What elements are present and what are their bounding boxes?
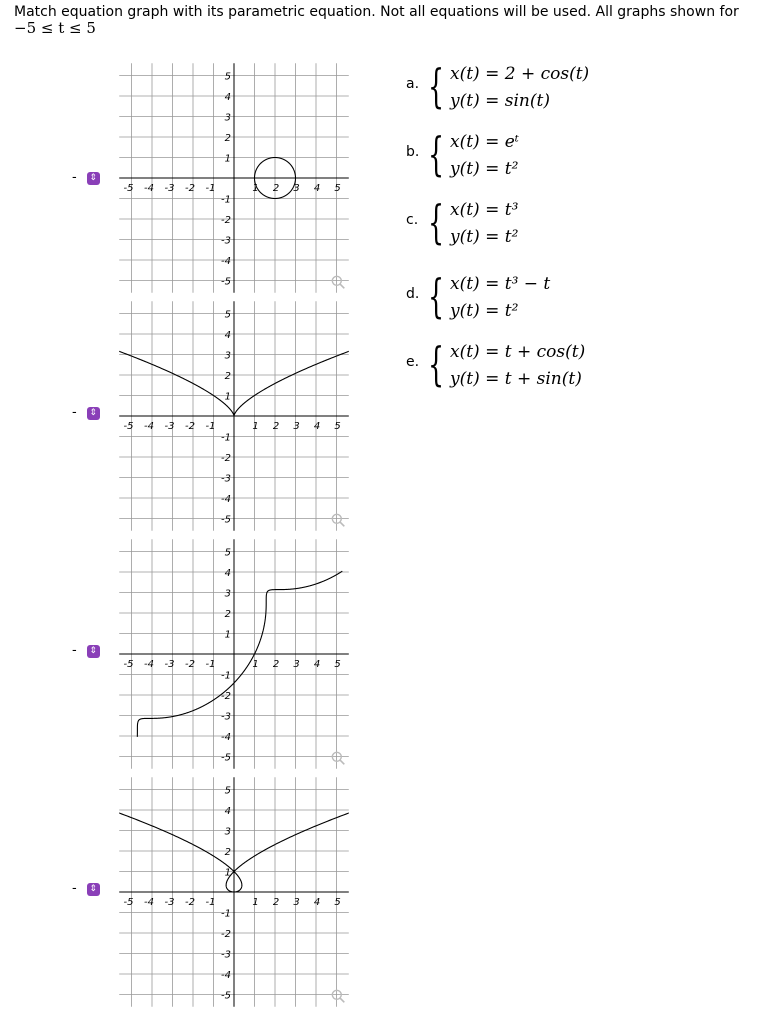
x-tick-label: -2 [185,897,195,908]
graph-svg-2 [118,300,350,532]
y-tick-label: -5 [221,752,231,764]
y-tick-label: -5 [221,990,231,1002]
y-tick-label: 2 [224,609,231,620]
brace-icon: { [428,269,445,323]
graph-svg-1 [118,62,350,294]
x-tick-label: 5 [334,421,341,432]
y-tick-label: 5 [224,309,231,321]
y-tick-label: 2 [224,133,231,144]
y-tick-label: -4 [221,970,231,981]
x-tick-label: 2 [272,659,280,670]
x-tick-label: 3 [293,183,300,194]
y-tick-label: 2 [224,371,231,382]
y-tick-label: 1 [224,867,231,879]
option-y-equation: y(t) = t² [450,227,519,247]
y-tick-label: -2 [221,215,231,226]
stepper-icon[interactable]: ⇕ [87,172,100,185]
y-tick-label: -2 [221,453,231,464]
x-tick-label: 4 [313,897,321,908]
x-tick-label: 4 [313,421,321,432]
y-tick-label: 4 [224,330,231,341]
y-tick-label: 5 [224,547,231,559]
option-letter: e. [406,354,420,370]
option-letter: c. [406,212,419,228]
magnifier-icon[interactable] [332,990,344,1002]
x-tick-label: -2 [185,659,195,670]
brace-icon: { [428,59,445,113]
option-b [400,127,760,181]
y-tick-label: 1 [224,391,231,403]
option-x-equation: x(t) = eᵗ [450,132,519,152]
y-tick-label: 1 [224,629,231,641]
y-tick-label: 3 [224,588,231,600]
y-tick-label: -4 [221,256,231,267]
y-tick-label: 4 [224,568,231,579]
option-y-equation: y(t) = t + sin(t) [450,369,582,389]
option-c [400,195,760,249]
graph-svg-3 [118,538,350,770]
answer-selector-3[interactable] [72,641,100,661]
x-tick-label: 4 [313,183,321,194]
graph-row-4 [0,776,360,1008]
graph-4 [118,776,350,1008]
x-tick-label: 2 [272,183,280,194]
brace-icon: { [428,127,445,181]
x-tick-label: -3 [164,897,175,908]
x-tick-label: -4 [144,183,154,194]
selector-value: - [72,881,77,896]
y-tick-label: -1 [221,432,231,444]
y-tick-label: 3 [224,826,231,838]
y-tick-label: -1 [221,194,231,206]
option-d [400,269,760,323]
option-y-equation: y(t) = t² [450,159,519,179]
option-letter: d. [406,286,420,302]
y-tick-label: 4 [224,92,231,103]
y-tick-label: -3 [221,235,231,247]
y-tick-label: 5 [224,785,231,797]
y-tick-label: 5 [224,71,231,83]
brace-icon: { [428,337,445,391]
x-tick-label: -1 [205,183,216,194]
x-tick-label: -5 [123,183,134,194]
x-tick-label: -2 [185,183,195,194]
y-tick-label: -1 [221,670,231,682]
y-tick-label: -3 [221,473,231,485]
selector-value: - [72,405,77,420]
selector-value: - [72,643,77,658]
x-tick-label: 2 [272,421,280,432]
stepper-icon[interactable]: ⇕ [87,883,100,896]
option-letter: b. [406,144,420,160]
graph-1 [118,62,350,294]
x-tick-label: 5 [334,897,341,908]
graph-row-2 [0,300,360,532]
option-x-equation: x(t) = t³ − t [450,274,551,294]
x-tick-label: 3 [293,897,300,908]
x-tick-label: 4 [313,659,321,670]
option-x-equation: x(t) = t³ [450,200,519,220]
y-tick-label: -5 [221,514,231,526]
y-tick-label: 1 [224,153,231,165]
x-tick-label: 5 [334,659,341,670]
x-tick-label: -4 [144,897,154,908]
x-tick-label: -4 [144,421,154,432]
x-tick-label: 1 [252,421,259,432]
y-tick-label: -4 [221,732,231,743]
answer-selector-4[interactable] [72,879,100,899]
y-tick-label: -3 [221,711,231,723]
x-tick-label: -3 [164,421,175,432]
stepper-icon[interactable]: ⇕ [87,645,100,658]
option-e [400,337,760,391]
question-text [14,4,769,37]
graph-row-3 [0,538,360,770]
y-tick-label: -3 [221,949,231,961]
option-x-equation: x(t) = t + cos(t) [450,342,586,362]
answer-selector-2[interactable] [72,403,100,423]
y-tick-label: 2 [224,847,231,858]
option-y-equation: y(t) = t² [450,301,519,321]
magnifier-icon[interactable] [332,752,344,764]
graph-2 [118,300,350,532]
x-tick-label: 1 [252,183,259,194]
option-letter: a. [406,76,420,92]
x-tick-label: -5 [123,659,134,670]
magnifier-icon[interactable] [332,514,344,526]
x-tick-label: -3 [164,659,175,670]
x-tick-label: 1 [252,897,259,908]
x-tick-label: -2 [185,421,195,432]
brace-icon: { [428,195,445,249]
option-a [400,59,760,113]
option-y-equation: y(t) = sin(t) [450,91,550,111]
question-prompt: Match equation graph with its parametric equation. Not all equations will be used. All graphs shown for [14,4,739,20]
x-tick-label: -5 [123,897,134,908]
graph-3 [118,538,350,770]
x-tick-label: 2 [272,897,280,908]
x-tick-label: -1 [205,897,216,908]
x-tick-label: 1 [252,659,259,670]
x-tick-label: 3 [293,421,300,432]
x-tick-label: -4 [144,659,154,670]
y-tick-label: -1 [221,908,231,920]
x-tick-label: -1 [205,659,216,670]
x-tick-label: 3 [293,659,300,670]
x-tick-label: -5 [123,421,134,432]
y-tick-label: -5 [221,276,231,288]
y-tick-label: 3 [224,350,231,362]
graph-svg-4 [118,776,350,1008]
option-x-equation: x(t) = 2 + cos(t) [450,64,590,84]
answer-selector-1[interactable] [72,168,100,188]
question-range: −5 ≤ t ≤ 5 [14,19,96,37]
magnifier-icon[interactable] [332,276,344,288]
x-tick-label: -1 [205,421,216,432]
y-tick-label: -2 [221,691,231,702]
x-tick-label: 5 [334,183,341,194]
graph-row-1 [0,62,360,294]
stepper-icon[interactable]: ⇕ [87,407,100,420]
x-tick-label: -3 [164,183,175,194]
y-tick-label: -4 [221,494,231,505]
selector-value: - [72,170,77,185]
y-tick-label: 3 [224,112,231,124]
y-tick-label: -2 [221,929,231,940]
y-tick-label: 4 [224,806,231,817]
